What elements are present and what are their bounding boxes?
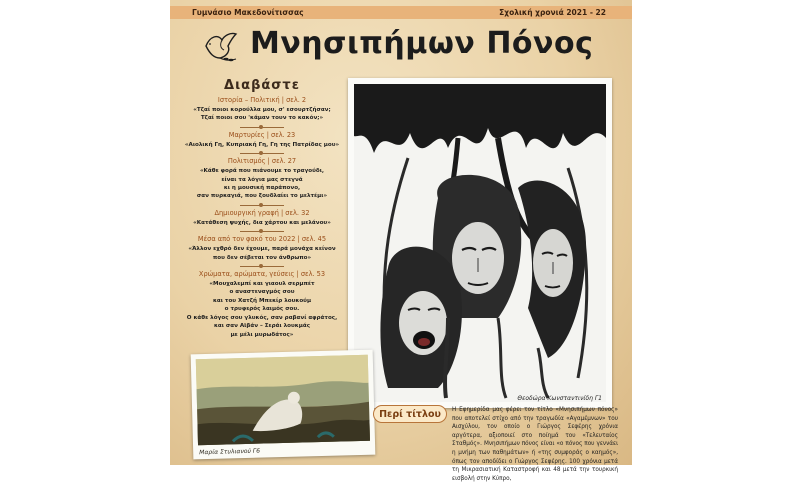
toc-heading: Διαβάστε xyxy=(224,78,300,93)
section-title: Πολιτισμός | σελ. 27 xyxy=(227,157,297,166)
section-quote: «Αιολική Γη, Κυπριακή Γη, Γη της Πατρίδας μου» xyxy=(184,141,340,148)
artwork-credit: Θεοδώρα Κωνσταντινίδη Γ1 xyxy=(517,395,602,402)
cover-artwork xyxy=(348,78,612,408)
peri-titlou-label: Περί τίτλου xyxy=(373,405,447,423)
peri-titlou-text: Η Εφημερίδα μας φέρει τον τίτλο «Μνησιπήμων πόνος» που αποτελεί στίχο από την τραγωδία «Αγαμέμνων» του Αισχύλου, τον οποίο ο Γιώργος Σεφέρης χρόνια αργότερα, αξιοποιεί στο ποίημά του «Τελευταίος Σταθμός». Μνησιπήμων πόνος είναι «ο πόνος που γεννάει η μνήμη των παθημάτων» ή «της συμφοράς ο καημός», όπως τον αποδίδει ο Γιώργος Σεφέρης. 100 χρόνια μετά τη Μικρασιατική Καταστροφή και 48 μετά την τουρκική εισβολή στην Κύπρο, xyxy=(452,407,618,482)
header-bar xyxy=(170,6,632,19)
section-title: Μαρτυρίες | σελ. 23 xyxy=(228,130,296,139)
newspaper-page xyxy=(170,0,632,482)
toc-section[interactable] xyxy=(176,157,348,207)
section-divider xyxy=(240,125,284,129)
section-divider xyxy=(240,229,284,233)
toc-section[interactable] xyxy=(176,270,348,339)
toc-section[interactable] xyxy=(176,131,348,155)
inset-painting xyxy=(191,350,376,460)
section-title: Δημιουργική γραφή | σελ. 32 xyxy=(214,208,310,217)
toc-section[interactable] xyxy=(176,209,348,233)
section-quote: «Κατάθεση ψυχής, δια χάρτου και μελάνου» xyxy=(193,219,331,226)
table-of-contents xyxy=(176,78,348,339)
section-divider xyxy=(240,203,284,207)
section-divider xyxy=(240,151,284,155)
section-divider xyxy=(240,264,284,268)
school-name: Γυμνάσιο Μακεδονίτισσας xyxy=(192,8,304,17)
section-title: Χρώματα, αρώματα, γεύσεις | σελ. 53 xyxy=(198,270,326,279)
section-title: Μέσα από τον φακό του 2022 | σελ. 45 xyxy=(197,235,327,244)
dove-with-branch-icon xyxy=(200,28,242,64)
toc-section[interactable] xyxy=(176,235,348,268)
section-quote: «Άλλον εχθρό δεν έχουμε, παρά μονάχα κείνον που δεν σέβεται τον άνθρωπο» xyxy=(188,246,336,261)
painting-credit: Μαρία Στυλιανού Γ6 xyxy=(199,447,261,457)
school-year: Σχολική χρονιά 2021 - 22 xyxy=(499,8,606,17)
ink-faces-drawing xyxy=(348,78,612,408)
masthead-title: Μνησιπήμων Πόνος xyxy=(250,26,594,61)
landscape-painting xyxy=(191,350,376,460)
section-quote: «Μουχαλεμπί και γιαουλ σερμπέτ ο αναστεναγμός σου και του Χατζή Μπεκίρ λουκούμ ο τρυφερός λαιμός σου. Ο κάθε λόγος σου γλυκός, σαν ραβανί αφράτος, και σαν Αϊβάν – Σεράι λουκμάς με μέλι μυρωδάτος» xyxy=(186,281,338,338)
section-quote: «Κάθε φορά που πιάνουμε το τραγούδι, είναι τα λόγια μας στεγνά κι η μουσική παράπονο, σαν πυρκαγιά, που ξουδλαίει το μελτέμι» xyxy=(196,168,328,200)
section-quote: «Τζαί ποιοι κορούλλα μου, σ' εσουρτζήσαν; Τζαί ποιοι σου 'κάμαν τουν το κακόν;» xyxy=(193,107,331,122)
section-title: Ιστορία – Πολιτική | σελ. 2 xyxy=(217,96,307,104)
toc-section[interactable] xyxy=(176,96,348,129)
